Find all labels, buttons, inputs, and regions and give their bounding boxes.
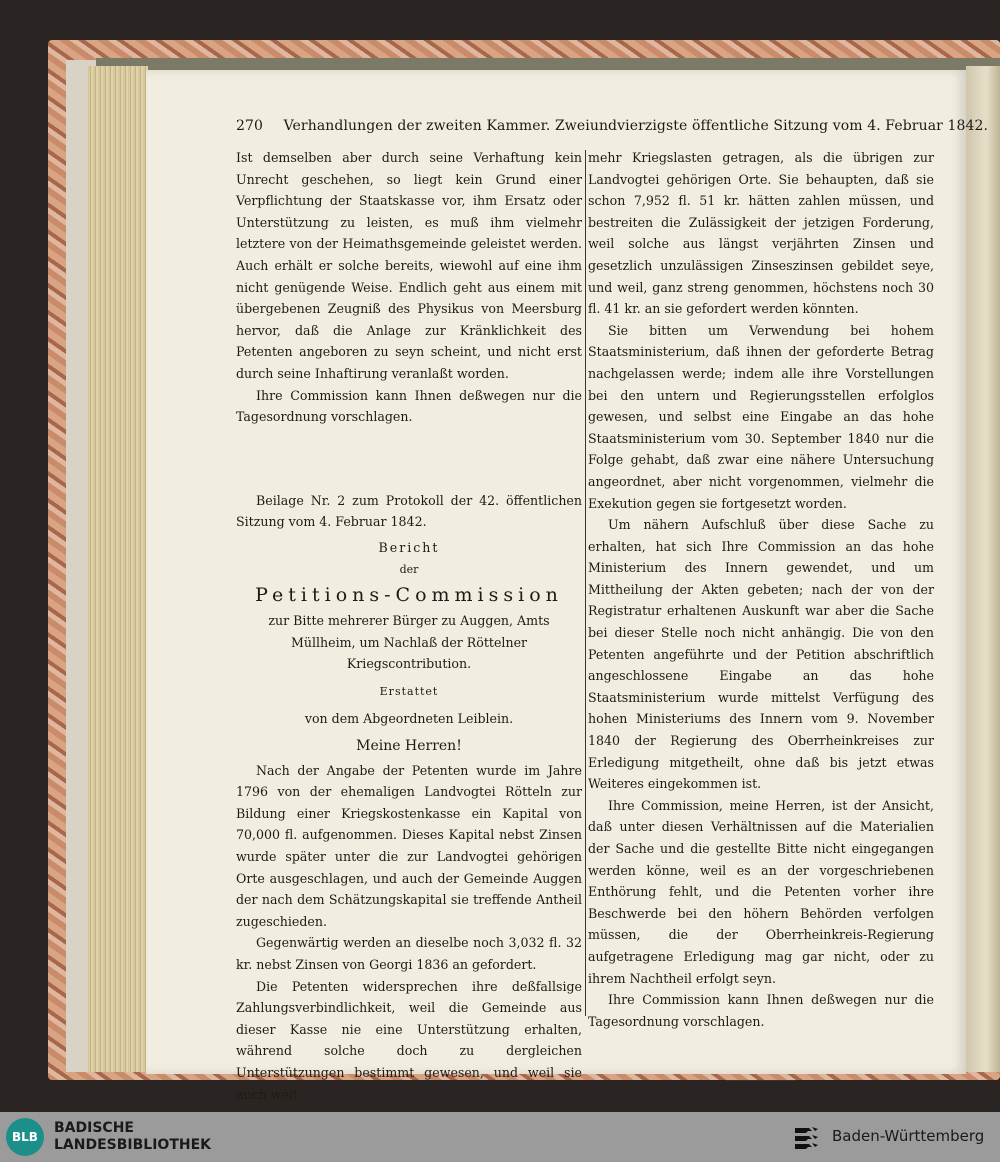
rapporteur-line: von dem Abgeordneten Leiblein. — [304, 711, 514, 727]
blb-name-line2: LANDESBIBLIOTHEK — [54, 1137, 212, 1153]
left-paragraph-3: Nach der Angabe der Petenten wurde im Jahre 1796 von der ehemaligen Landvogtei Rötteln zur Bildung einer Kriegskostenkasse ein Kapital von 70,000 fl. aufgenommen. Dieses Kapital nebst Zinsen wurde später unter die zur Landvogtei gehörigen Orte ausgeschlagen, und auch der Gemeinde Auggen der nach dem Schätzungskapital sie treffende Antheil zugeschieden. — [236, 762, 582, 929]
page-right-edge — [966, 66, 1000, 1072]
blb-name[interactable] — [54, 1120, 211, 1154]
right-paragraph-1: mehr Kriegslasten getragen, als die übrigen zur Landvogtei gehörigen Orte. Sie behaupten, daß sie schon 7,952 fl. 51 kr. hätten zahlen müssen, und bestreiten die Zulässigkeit der jetzigen Forderung, weil solche aus längst verjährten Zinsen und gesetzlich unzulässigen Zinseszinsen gebildet seye, und weil, ganz streng genommen, höchstens noch 30 fl. 41 kr. an sie gefordert werden könnten. — [588, 150, 934, 317]
blb-name-line1: BADISCHE — [54, 1120, 134, 1136]
left-column — [236, 147, 582, 1105]
report-label: Bericht — [378, 539, 440, 555]
baden-wuerttemberg-lions-icon[interactable] — [792, 1123, 822, 1153]
report-title: Petitions-Commission — [255, 584, 563, 607]
beilage-heading: Beilage Nr. 2 zum Protokoll der 42. öffentlichen Sitzung vom 4. Februar 1842. — [236, 492, 582, 530]
salutation: Meine Herren! — [356, 738, 462, 755]
report-der: der — [399, 562, 419, 576]
right-paragraph-4: Ihre Commission, meine Herren, ist der Ansicht, daß unter diesen Verhältnissen auf die Materialien der Sache und die gestellte Bitte nicht eingegangen werden könne, weil es an der vorgeschriebenen Enthörung fehlt, und die Petenten vorher ihre Beschwerde bei den höhern Behörden verfolgen müssen, die der Oberrheinkreis-Regierung aufgetragene Erledigung mag gar nicht, oder zu ihrem Nachtheil erfolgt seyn. — [588, 797, 934, 986]
left-paragraph-1: Ist demselben aber durch seine Verhaftung kein Unrecht geschehen, so liegt kein Grund einer Verpflichtung der Staatskasse vor, ihm Ersatz oder Unterstützung zu leisten, es muß ihm vielmehr letztere von der Heimathsgemeinde geleistet werden. Auch erhält er solche bereits, wiewohl auf eine ihm nicht genügende Weise. Endlich geht aus einem mit übergebenen Zeugniß des Physikus von Meersburg hervor, daß die Anlage zur Kränklichkeit des Petenten angeboren zu seyn scheint, und nicht erst durch seine Inhaftirung veranlaßt worden. — [236, 150, 582, 381]
blb-logo-icon[interactable]: BLB — [6, 1118, 44, 1156]
right-paragraph-5: Ihre Commission kann Ihnen deßwegen nur die Tagesordnung vorschlagen. — [588, 992, 934, 1029]
left-paragraph-4: Gegenwärtig werden an dieselbe noch 3,032 fl. 32 kr. nebst Zinsen von Georgi 1836 an gefordert. — [236, 935, 582, 972]
baden-wuerttemberg-label[interactable]: Baden-Württemberg — [832, 1127, 985, 1145]
left-paragraph-2: Ihre Commission kann Ihnen deßwegen nur die Tagesordnung vorschlagen. — [236, 387, 582, 425]
page-fore-edge — [88, 66, 148, 1072]
page-number: 270 — [236, 118, 264, 134]
running-head-text: Verhandlungen der zweiten Kammer. Zweiundvierzigste öffentliche Sitzung vom 4. Februar 1842. — [283, 118, 989, 134]
running-head — [236, 118, 989, 134]
report-subtitle: zur Bitte mehrerer Bürger zu Auggen, Amts Müllheim, um Nachlaß der Röttelner Kriegscontribution. — [268, 613, 550, 672]
closing-rule — [726, 1080, 796, 1081]
footer-bar — [0, 1112, 1000, 1162]
erstattet-label: Erstattet — [379, 684, 439, 698]
left-paragraph-5: Die Petenten widersprechen ihre deßfallsige Zahlungsverbindlichkeit, weil die Gemeinde aus dieser Kasse nie eine Unterstützung erhalten, während solche doch zu dergleichen Unterstützungen bestimmt gewesen, und weil sie auch weit — [236, 978, 582, 1102]
column-divider — [585, 150, 586, 1016]
right-column — [588, 147, 934, 1081]
right-paragraph-2: Sie bitten um Verwendung bei hohem Staatsministerium, daß ihnen der geforderte Betrag nachgelassen werde; indem alle ihre Vorstellungen bei den untern und Regierungsstellen erfolglos gewesen, und selbst eine Eingabe an das hohe Staatsministerium vom 30. September 1840 nur die Folge gehabt, daß zwar eine nähere Untersuchung angeordnet, aber nicht vorgenommen, vielmehr die Exekution gegen sie fortgesetzt worden. — [588, 322, 934, 511]
right-paragraph-3: Um nähern Aufschluß über diese Sache zu erhalten, hat sich Ihre Commission an das hohe Ministerium des Innern gewendet, und um Mittheilung der Akten gebeten; nach der von der Registratur erhaltenen Auskunft war aber die Sache bei dieser Stelle noch nicht anhängig. Die von den Petenten angeführte und der Petition abschriftlich angeschlossene Eingabe an das hohe Staatsministerium wurde mittelst Verfügung des hohen Ministeriums des Innern vom 9. November 1840 der Regierung des Oberrheinkreises zur Erledigung mitgetheilt, ohne daß bis jetzt etwas Weiteres eingekommen ist. — [588, 517, 934, 792]
